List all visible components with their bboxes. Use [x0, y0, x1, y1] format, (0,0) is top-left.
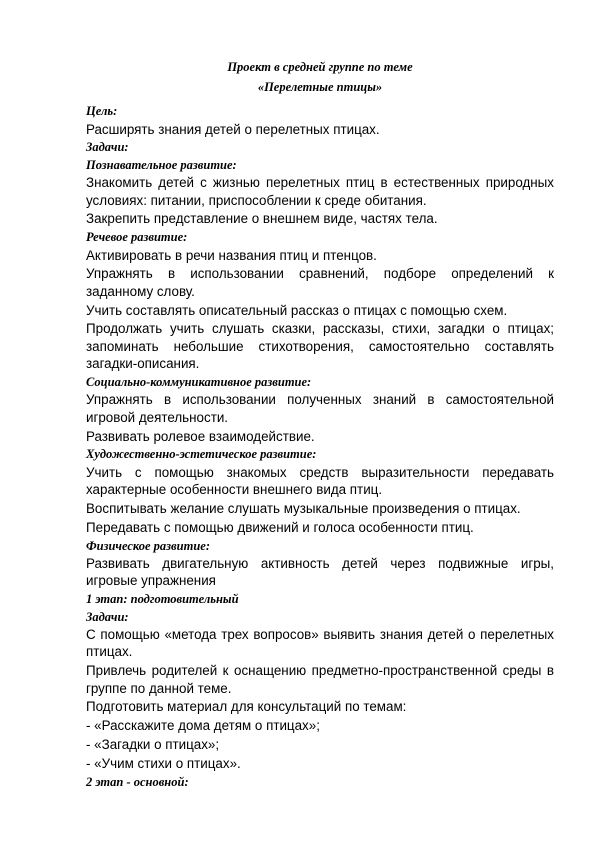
- speech-paragraph: Продолжать учить слушать сказки, рассказы, стихи, загадки о птицах; запоминать небольшие стихотворения, самостоятельно составлять загадки-описания.: [86, 321, 554, 372]
- goal-heading: Цель:: [86, 104, 118, 119]
- cognitive-paragraph: Знакомить детей с жизнью перелетных птиц в естественных природных условиях: питании, приспособлении к среде обитания.: [86, 175, 554, 208]
- physical-heading: Физическое развитие:: [86, 538, 210, 553]
- document-page: [86, 56, 554, 791]
- stage1-paragraph: С помощью «метода трех вопросов» выявить знания детей о перелетных птицах.: [86, 627, 554, 660]
- list-item: - «Учим стихи о птицах».: [86, 755, 241, 771]
- tasks-heading: Задачи:: [86, 140, 129, 155]
- cognitive-heading: Познавательное развитие:: [86, 157, 237, 172]
- art-paragraph: Воспитывать желание слушать музыкальные произведения о птицах.: [86, 501, 521, 517]
- list-item: - «Расскажите дома детям о птицах»;: [86, 718, 320, 734]
- list-item: - «Загадки о птицах»;: [86, 737, 220, 753]
- art-heading: Художественно-эстетическое развитие:: [86, 447, 317, 462]
- goal-text: Расширять знания детей о перелетных птицах.: [86, 121, 380, 137]
- social-paragraph: Развивать ролевое взаимодействие.: [86, 428, 315, 444]
- speech-paragraph: Упражнять в использовании сравнений, подборе определений к заданному слову.: [86, 266, 554, 299]
- doc-title-line1: Проект в средней группе по теме: [227, 60, 413, 74]
- stage2-heading: 2 этап - основной:: [86, 774, 189, 789]
- social-heading: Социально-коммуникативное развитие:: [86, 375, 312, 390]
- stage1-paragraph: Подготовить материал для консультаций по темам:: [86, 699, 407, 715]
- cognitive-paragraph: Закрепить представление о внешнем виде, частях тела.: [86, 211, 438, 227]
- social-paragraph: Упражнять в использовании полученных знаний в самостоятельной игровой деятельности.: [86, 392, 554, 425]
- stage1-heading: 1 этап: подготовительный: [86, 592, 239, 607]
- speech-heading: Речевое развитие:: [86, 230, 188, 245]
- speech-paragraph: Активировать в речи названия птиц и птенцов.: [86, 247, 377, 263]
- stage1-paragraph: Привлечь родителей к оснащению предметно-пространственной среды в группе по данной теме.: [86, 663, 554, 696]
- physical-paragraph: Развивать двигательную активность детей через подвижные игры, игровые упражнения: [86, 556, 554, 589]
- art-paragraph: Учить с помощью знакомых средств выразительности передавать характерные особенности внешнего вида птиц.: [86, 464, 554, 498]
- doc-title-line2: «Перелетные птицы»: [257, 79, 383, 94]
- speech-paragraph: Учить составлять описательный рассказ о птицах с помощью схем.: [86, 302, 508, 318]
- stage1-tasks-heading: Задачи:: [86, 609, 129, 624]
- art-paragraph: Передавать с помощью движений и голоса особенности птиц.: [86, 519, 474, 535]
